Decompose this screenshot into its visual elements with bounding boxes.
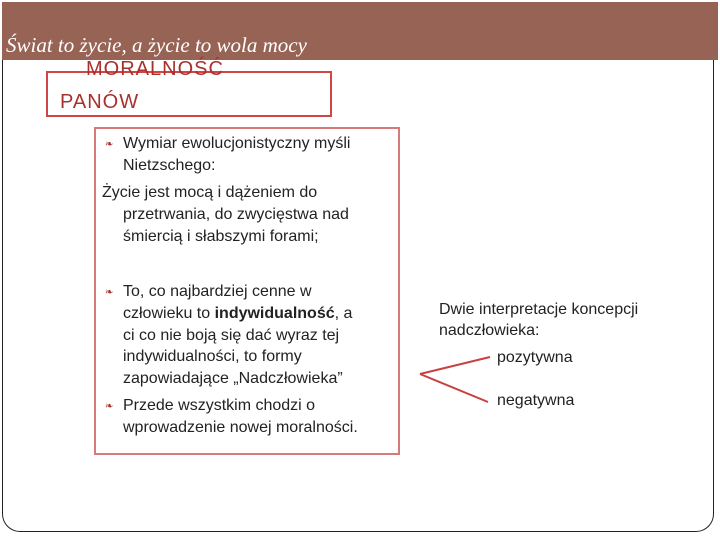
- paragraph-3-line-1: To, co najbardziej cenne w: [123, 283, 312, 300]
- arrow-to-negative: [420, 374, 488, 402]
- section-title-line1: MORALNOŚĆ: [86, 58, 224, 80]
- paragraph-2-line-1: Życie jest mocą i dążeniem do: [102, 184, 318, 201]
- paragraph-2-line-3: śmiercią i słabszymi forami;: [123, 228, 319, 245]
- interpretations-heading-line2: nadczłowieka:: [439, 322, 540, 339]
- paragraph-4-line-2: wprowadzenie nowej moralności.: [123, 419, 358, 436]
- paragraph-3-line-5: zapowiadające „Nadczłowieka”: [123, 370, 343, 387]
- paragraph-3-line-3: ci co nie boją się dać wyraz tej: [123, 327, 340, 344]
- section-title-line2: PANÓW: [60, 91, 140, 113]
- paragraph-3-line-4: indywidualności, to formy: [123, 348, 302, 365]
- bullet-icon: ❧: [105, 287, 114, 298]
- paragraph-3-line-2-post: , a: [334, 305, 353, 322]
- negative-interpretation: negatywna: [497, 392, 575, 409]
- positive-interpretation: pozytywna: [497, 349, 573, 366]
- paragraph-1-line-1: Wymiar ewolucjonistyczny myśli: [123, 135, 351, 152]
- individuality-emphasis: indywidualność: [214, 305, 335, 322]
- paragraph-2-line-2: przetrwania, do zwycięstwa nad: [123, 206, 349, 223]
- paragraph-4-line-1: Przede wszystkim chodzi o: [123, 397, 316, 414]
- interpretations-heading-line1: Dwie interpretacje koncepcji: [439, 301, 639, 318]
- arrow-to-positive: [420, 357, 490, 374]
- slide-title: Świat to życie, a życie to wola mocy: [6, 33, 307, 57]
- paragraph-3-line-2-pre: człowieku to: [123, 305, 215, 322]
- paragraph-1-line-2: Nietzschego:: [123, 157, 216, 174]
- bullet-icon: ❧: [105, 139, 114, 150]
- bullet-icon: ❧: [105, 401, 114, 412]
